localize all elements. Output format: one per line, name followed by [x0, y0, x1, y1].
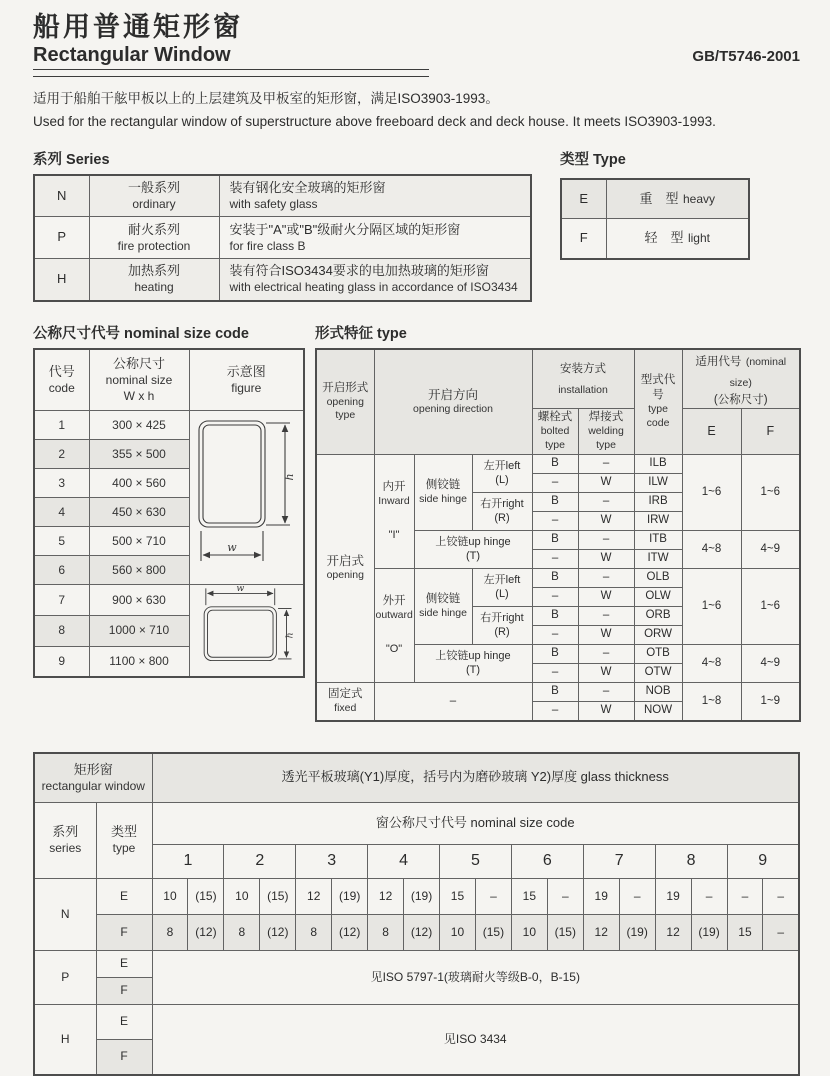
type-code-cell: OTB	[634, 644, 682, 663]
series-row	[34, 259, 531, 301]
size-col-figure-header	[189, 349, 304, 411]
type-code-cell: NOB	[634, 682, 682, 701]
outward-en: outward	[375, 608, 413, 621]
type-code-cell: OTW	[634, 663, 682, 682]
direction-cell	[472, 568, 532, 606]
side-hinge-zh: 侧铰链	[425, 478, 461, 491]
series-name-zh: 耐火系列	[127, 221, 180, 237]
welding-cell: W	[578, 473, 634, 492]
size-col-figure-en: figure	[231, 380, 262, 395]
landscape-figure-cell	[189, 585, 304, 677]
type-heading: 类型 Type	[560, 151, 626, 168]
thickness-cell: 10	[440, 915, 476, 951]
height-dimension-label: h	[283, 472, 297, 481]
opening-en: opening	[326, 569, 364, 582]
size-col-size-zh: 公称尺寸	[112, 356, 165, 372]
bolted-cell: B	[532, 530, 578, 549]
form-row	[316, 568, 800, 587]
series-code-cell: H	[34, 259, 89, 301]
series-desc-en: with electrical heating glass in accordance of ISO3434	[229, 280, 518, 295]
bolted-en: bolted type	[540, 425, 570, 452]
glass-data-row-n-e	[34, 879, 799, 915]
series-col-en: series	[49, 841, 82, 856]
range-f-cell: 1~6	[741, 568, 800, 644]
welding-cell: –	[578, 530, 634, 549]
glass-data-row-n-f	[34, 915, 799, 951]
glass-thickness-title: 透光平板玻璃(Y1)厚度，括号内为磨砂玻璃 Y2)厚度 glass thickness	[152, 753, 799, 803]
bolted-cell: –	[532, 511, 578, 530]
portrait-figure-cell	[189, 411, 304, 585]
type-e-cell: E	[96, 1005, 152, 1040]
title-block	[33, 12, 429, 77]
size-value-cell: 500 × 710	[89, 527, 189, 556]
series-name-en: fire protection	[117, 238, 191, 253]
page-title-en: Rectangular Window	[33, 44, 231, 67]
thickness-cell: (12)	[332, 915, 368, 951]
type-f-cell: F	[96, 915, 152, 951]
size-code-cell: 8	[34, 616, 89, 647]
left-open-label: 左开left	[483, 459, 521, 472]
inward-group-cell	[374, 454, 414, 568]
bolted-cell: –	[532, 549, 578, 568]
glass-header-row	[34, 753, 799, 803]
size-code-cell: 5	[34, 527, 89, 556]
opening-type-header	[316, 349, 374, 454]
form-feature-heading: 形式特征 type	[315, 325, 407, 342]
size-code-number: 5	[440, 845, 512, 879]
type-block	[560, 148, 750, 302]
type-code-cell: IRW	[634, 511, 682, 530]
type-code-header	[634, 349, 682, 454]
type-row	[561, 219, 749, 259]
type-name-en: heavy	[682, 191, 715, 206]
thickness-cell: 8	[152, 915, 188, 951]
fixed-group-cell	[316, 682, 374, 721]
fixed-zh: 固定式	[328, 687, 363, 700]
size-code-number: 8	[655, 845, 727, 879]
thickness-cell: (15)	[188, 879, 224, 915]
size-code-number: 6	[511, 845, 583, 879]
outward-zh: 外开	[382, 594, 406, 607]
bolted-cell: B	[532, 492, 578, 511]
thickness-cell: (12)	[188, 915, 224, 951]
welding-cell: –	[578, 644, 634, 663]
type-code-cell: ORB	[634, 606, 682, 625]
series-name-cell	[89, 217, 219, 259]
p-series-note: 见ISO 5797-1(玻璃耐火等级B-0，B-15)	[152, 951, 799, 1005]
glass-thickness-table	[33, 752, 800, 1076]
range-e-cell: 4~8	[682, 644, 741, 682]
thickness-cell: –	[763, 879, 799, 915]
welding-type-header	[578, 409, 634, 454]
welding-cell: W	[578, 625, 634, 644]
type-f-cell: F	[96, 1040, 152, 1075]
opening-direction-header	[374, 349, 532, 454]
thickness-cell: 10	[511, 915, 547, 951]
opening-type-zh: 开启形式	[322, 381, 369, 394]
series-name-zh: 一般系列	[127, 179, 180, 195]
thickness-cell: –	[763, 915, 799, 951]
right-open-label: 右开right	[480, 497, 524, 510]
side-hinge-zh: 侧铰链	[425, 592, 461, 605]
type-code-cell: NOW	[634, 701, 682, 721]
up-hinge-label: 上铰链up hinge	[435, 535, 511, 548]
thickness-cell: –	[691, 879, 727, 915]
direction-cell	[472, 492, 532, 530]
size-value-cell: 300 × 425	[89, 411, 189, 440]
right-open-code: (R)	[494, 512, 510, 525]
installation-header	[532, 349, 634, 409]
size-code-cell: 1	[34, 411, 89, 440]
welding-cell: –	[578, 606, 634, 625]
series-h-cell: H	[34, 1005, 96, 1075]
size-value-cell: 1000 × 710	[89, 616, 189, 647]
type-code-cell: F	[561, 219, 606, 259]
size-code-number: 1	[152, 845, 224, 879]
bolted-cell: –	[532, 587, 578, 606]
type-col-zh: 类型	[111, 824, 138, 840]
description	[33, 88, 800, 134]
series-desc-zh: 装有符合ISO3434要求的电加热玻璃的矩形窗	[229, 263, 489, 279]
rect-window-en: rectangular window	[41, 778, 145, 793]
thickness-cell: (12)	[404, 915, 440, 951]
bolted-zh: 螺栓式	[537, 411, 573, 424]
type-row	[561, 179, 749, 219]
size-col-size-en: nominal size	[105, 373, 173, 388]
size-code-number: 9	[727, 845, 799, 879]
side-hinge-en: side hinge	[419, 492, 467, 505]
type-name-zh: 轻 型	[644, 230, 684, 246]
opening-direction-en: opening direction	[413, 403, 493, 416]
page-title-zh: 船用普通矩形窗	[33, 12, 243, 42]
size-code-cell: 6	[34, 556, 89, 585]
size-col-size-header	[89, 349, 189, 411]
size-code-cell: 3	[34, 469, 89, 498]
size-value-cell: 900 × 630	[89, 585, 189, 616]
range-e-cell: 1~6	[682, 568, 741, 644]
series-table	[33, 174, 532, 302]
range-f-cell: 4~9	[741, 644, 800, 682]
size-code-col-header: 窗公称尺寸代号 nominal size code	[152, 803, 799, 845]
bolted-cell: B	[532, 644, 578, 663]
series-heading: 系列 Series	[33, 151, 110, 168]
thickness-cell: 12	[655, 915, 691, 951]
applicable-zh2: (公称尺寸)	[713, 393, 768, 406]
size-row	[34, 411, 304, 440]
welding-cell: –	[578, 568, 634, 587]
series-block	[33, 148, 532, 302]
size-code-number: 2	[224, 845, 296, 879]
range-f-cell: 1~9	[741, 682, 800, 721]
welding-cell: W	[578, 701, 634, 721]
width-dimension-label: w	[235, 583, 244, 595]
range-e-cell: 1~8	[682, 682, 741, 721]
bolted-cell: –	[532, 473, 578, 492]
thickness-cell: 12	[583, 915, 619, 951]
series-desc-en: for fire class B	[229, 238, 306, 253]
size-code-block	[33, 322, 305, 722]
left-open-code: (L)	[495, 474, 509, 487]
size-code-cell: 9	[34, 646, 89, 677]
bolted-type-header	[532, 409, 578, 454]
series-type-section	[33, 148, 800, 302]
installation-en: installation	[558, 384, 608, 397]
thickness-cell: 10	[224, 879, 260, 915]
bolted-cell: B	[532, 568, 578, 587]
type-name-en: light	[687, 231, 710, 246]
thickness-cell: 12	[368, 879, 404, 915]
applicable-code-header	[682, 349, 800, 409]
thickness-cell: –	[547, 879, 583, 915]
thickness-cell: –	[727, 879, 763, 915]
thickness-cell: 8	[224, 915, 260, 951]
fixed-en: fixed	[334, 701, 357, 714]
description-en: Used for the rectangular window of superstructure above freeboard deck and deck house. It meets ISO3903-1993.	[33, 113, 716, 129]
right-open-label: 右开right	[480, 611, 524, 624]
up-hinge-cell	[414, 644, 532, 682]
direction-cell	[472, 606, 532, 644]
series-name-cell	[89, 259, 219, 301]
series-name-cell	[89, 175, 219, 217]
thickness-cell: (19)	[404, 879, 440, 915]
inward-en: Inward	[378, 494, 410, 507]
up-hinge-label: 上铰链up hinge	[435, 649, 511, 662]
series-desc-en: with safety glass	[229, 196, 318, 211]
type-code-cell: ITB	[634, 530, 682, 549]
portrait-window-figure	[190, 415, 302, 575]
welding-cell: –	[578, 454, 634, 473]
thickness-cell: (12)	[260, 915, 296, 951]
size-col-code-header	[34, 349, 89, 411]
col-f-header: F	[741, 409, 800, 454]
thickness-cell: 10	[152, 879, 188, 915]
opening-type-en: opening type	[326, 395, 364, 422]
form-row	[316, 682, 800, 701]
welding-cell: W	[578, 511, 634, 530]
thickness-cell: 8	[368, 915, 404, 951]
welding-cell: W	[578, 587, 634, 606]
size-value-cell: 355 × 500	[89, 440, 189, 469]
size-code-cell: 2	[34, 440, 89, 469]
type-code-cell: ORW	[634, 625, 682, 644]
size-code-cell: 4	[34, 498, 89, 527]
type-name-zh: 重 型	[639, 190, 679, 206]
type-f-cell: F	[96, 978, 152, 1005]
thickness-cell: 19	[655, 879, 691, 915]
thickness-cell: (15)	[475, 915, 511, 951]
thickness-cell: (19)	[619, 915, 655, 951]
series-col-header	[34, 803, 96, 879]
type-col-header	[96, 803, 152, 879]
outward-group-cell	[374, 568, 414, 682]
left-open-label: 左开left	[483, 573, 521, 586]
size-header-row	[34, 349, 304, 411]
type-col-en: type	[112, 841, 136, 856]
type-e-cell: E	[96, 879, 152, 915]
size-col-figure-zh: 示意图	[226, 363, 266, 379]
thickness-cell: 15	[440, 879, 476, 915]
series-desc-cell	[219, 217, 531, 259]
opening-zh: 开启式	[326, 554, 364, 569]
bolted-cell: B	[532, 682, 578, 701]
thickness-cell: 15	[727, 915, 763, 951]
range-e-cell: 4~8	[682, 530, 741, 568]
form-header-row	[316, 349, 800, 409]
standard-number: GB/T5746-2001	[692, 48, 800, 66]
size-code-heading: 公称尺寸代号 nominal size code	[33, 325, 249, 342]
landscape-window-figure	[190, 585, 304, 669]
rect-window-corner-cell	[34, 753, 152, 803]
thickness-cell: 12	[296, 879, 332, 915]
rect-window-zh: 矩形窗	[73, 761, 113, 777]
document-header	[33, 12, 800, 77]
type-code-en: type code	[646, 403, 670, 429]
thickness-cell: 8	[296, 915, 332, 951]
size-code-number: 4	[368, 845, 440, 879]
series-desc-zh: 装有钢化安全玻璃的矩形窗	[229, 179, 386, 195]
size-row	[34, 585, 304, 616]
series-desc-cell	[219, 175, 531, 217]
thickness-cell: (19)	[691, 915, 727, 951]
type-code-cell: E	[561, 179, 606, 219]
fixed-direction-cell: –	[374, 682, 532, 721]
installation-zh: 安装方式	[560, 363, 607, 376]
up-hinge-code: (T)	[465, 664, 481, 677]
size-code-number: 3	[296, 845, 368, 879]
thickness-cell: (15)	[547, 915, 583, 951]
series-desc-cell	[219, 259, 531, 301]
type-code-cell: ITW	[634, 549, 682, 568]
size-col-size-unit: W x h	[123, 388, 155, 403]
applicable-en: (nominal size)	[729, 355, 787, 389]
series-p-cell: P	[34, 951, 96, 1005]
type-code-cell: ILW	[634, 473, 682, 492]
welding-cell: –	[578, 682, 634, 701]
series-desc-zh: 安装于"A"或"B"级耐火分隔区域的矩形窗	[229, 221, 461, 237]
size-form-section	[33, 322, 800, 722]
width-dimension-label: w	[227, 540, 237, 554]
opening-direction-zh: 开启方向	[428, 387, 479, 402]
applicable-zh: 适用代号	[695, 355, 742, 368]
glass-subheader-row	[34, 803, 799, 845]
side-hinge-cell	[414, 454, 472, 530]
size-code-cell: 7	[34, 585, 89, 616]
type-code-zh: 型式代号	[640, 374, 676, 402]
type-table	[560, 178, 750, 260]
glass-data-row-p-e	[34, 951, 799, 978]
size-value-cell: 400 × 560	[89, 469, 189, 498]
side-hinge-cell	[414, 568, 472, 644]
series-name-zh: 加热系列	[127, 263, 180, 279]
size-value-cell: 1100 × 800	[89, 646, 189, 677]
thickness-cell: (15)	[260, 879, 296, 915]
type-name-cell	[606, 179, 749, 219]
size-col-code-en: code	[48, 380, 75, 395]
form-feature-table	[315, 348, 801, 722]
title-underline	[33, 69, 429, 77]
thickness-cell: 15	[511, 879, 547, 915]
series-n-cell: N	[34, 879, 96, 951]
thickness-cell: –	[475, 879, 511, 915]
type-code-cell: ILB	[634, 454, 682, 473]
series-name-en: heating	[134, 280, 174, 295]
series-name-en: ordinary	[132, 196, 176, 211]
range-e-cell: 1~6	[682, 454, 741, 530]
size-col-code-zh: 代号	[48, 363, 75, 379]
series-code-cell: N	[34, 175, 89, 217]
height-dimension-label: h	[283, 632, 295, 639]
inward-zh: 内开	[382, 480, 406, 493]
series-col-zh: 系列	[52, 824, 79, 840]
welding-cell: –	[578, 492, 634, 511]
series-code-cell: P	[34, 217, 89, 259]
size-value-cell: 450 × 630	[89, 498, 189, 527]
thickness-cell: –	[619, 879, 655, 915]
range-f-cell: 1~6	[741, 454, 800, 530]
bolted-cell: B	[532, 606, 578, 625]
size-code-number: 7	[583, 845, 655, 879]
outward-code: "O"	[385, 643, 403, 656]
welding-en: welding type	[588, 425, 624, 452]
series-row	[34, 175, 531, 217]
thickness-cell: 19	[583, 879, 619, 915]
welding-cell: W	[578, 549, 634, 568]
direction-cell	[472, 454, 532, 492]
left-open-code: (L)	[495, 588, 509, 601]
inward-code: "I"	[388, 529, 400, 542]
right-open-code: (R)	[494, 626, 510, 639]
side-hinge-en: side hinge	[419, 606, 467, 619]
type-code-cell: OLB	[634, 568, 682, 587]
series-row	[34, 217, 531, 259]
form-feature-block	[315, 322, 801, 722]
type-code-cell: OLW	[634, 587, 682, 606]
up-hinge-code: (T)	[465, 550, 481, 563]
form-row	[316, 454, 800, 473]
size-code-table	[33, 348, 305, 678]
bolted-cell: –	[532, 625, 578, 644]
description-zh: 适用于船舶干舷甲板以上的上层建筑及甲板室的矩形窗，满足ISO3903-1993。	[33, 91, 499, 107]
range-f-cell: 4~9	[741, 530, 800, 568]
bolted-cell: –	[532, 663, 578, 682]
glass-thickness-section	[33, 752, 800, 1076]
size-value-cell: 560 × 800	[89, 556, 189, 585]
glass-data-row-h-e	[34, 1005, 799, 1040]
opening-group-cell	[316, 454, 374, 682]
bolted-cell: –	[532, 701, 578, 721]
type-e-cell: E	[96, 951, 152, 978]
col-e-header: E	[682, 409, 741, 454]
type-name-cell	[606, 219, 749, 259]
welding-cell: W	[578, 663, 634, 682]
type-code-cell: IRB	[634, 492, 682, 511]
h-series-note: 见ISO 3434	[152, 1005, 799, 1075]
up-hinge-cell	[414, 530, 532, 568]
thickness-cell: (19)	[332, 879, 368, 915]
welding-zh: 焊接式	[588, 411, 624, 424]
bolted-cell: B	[532, 454, 578, 473]
